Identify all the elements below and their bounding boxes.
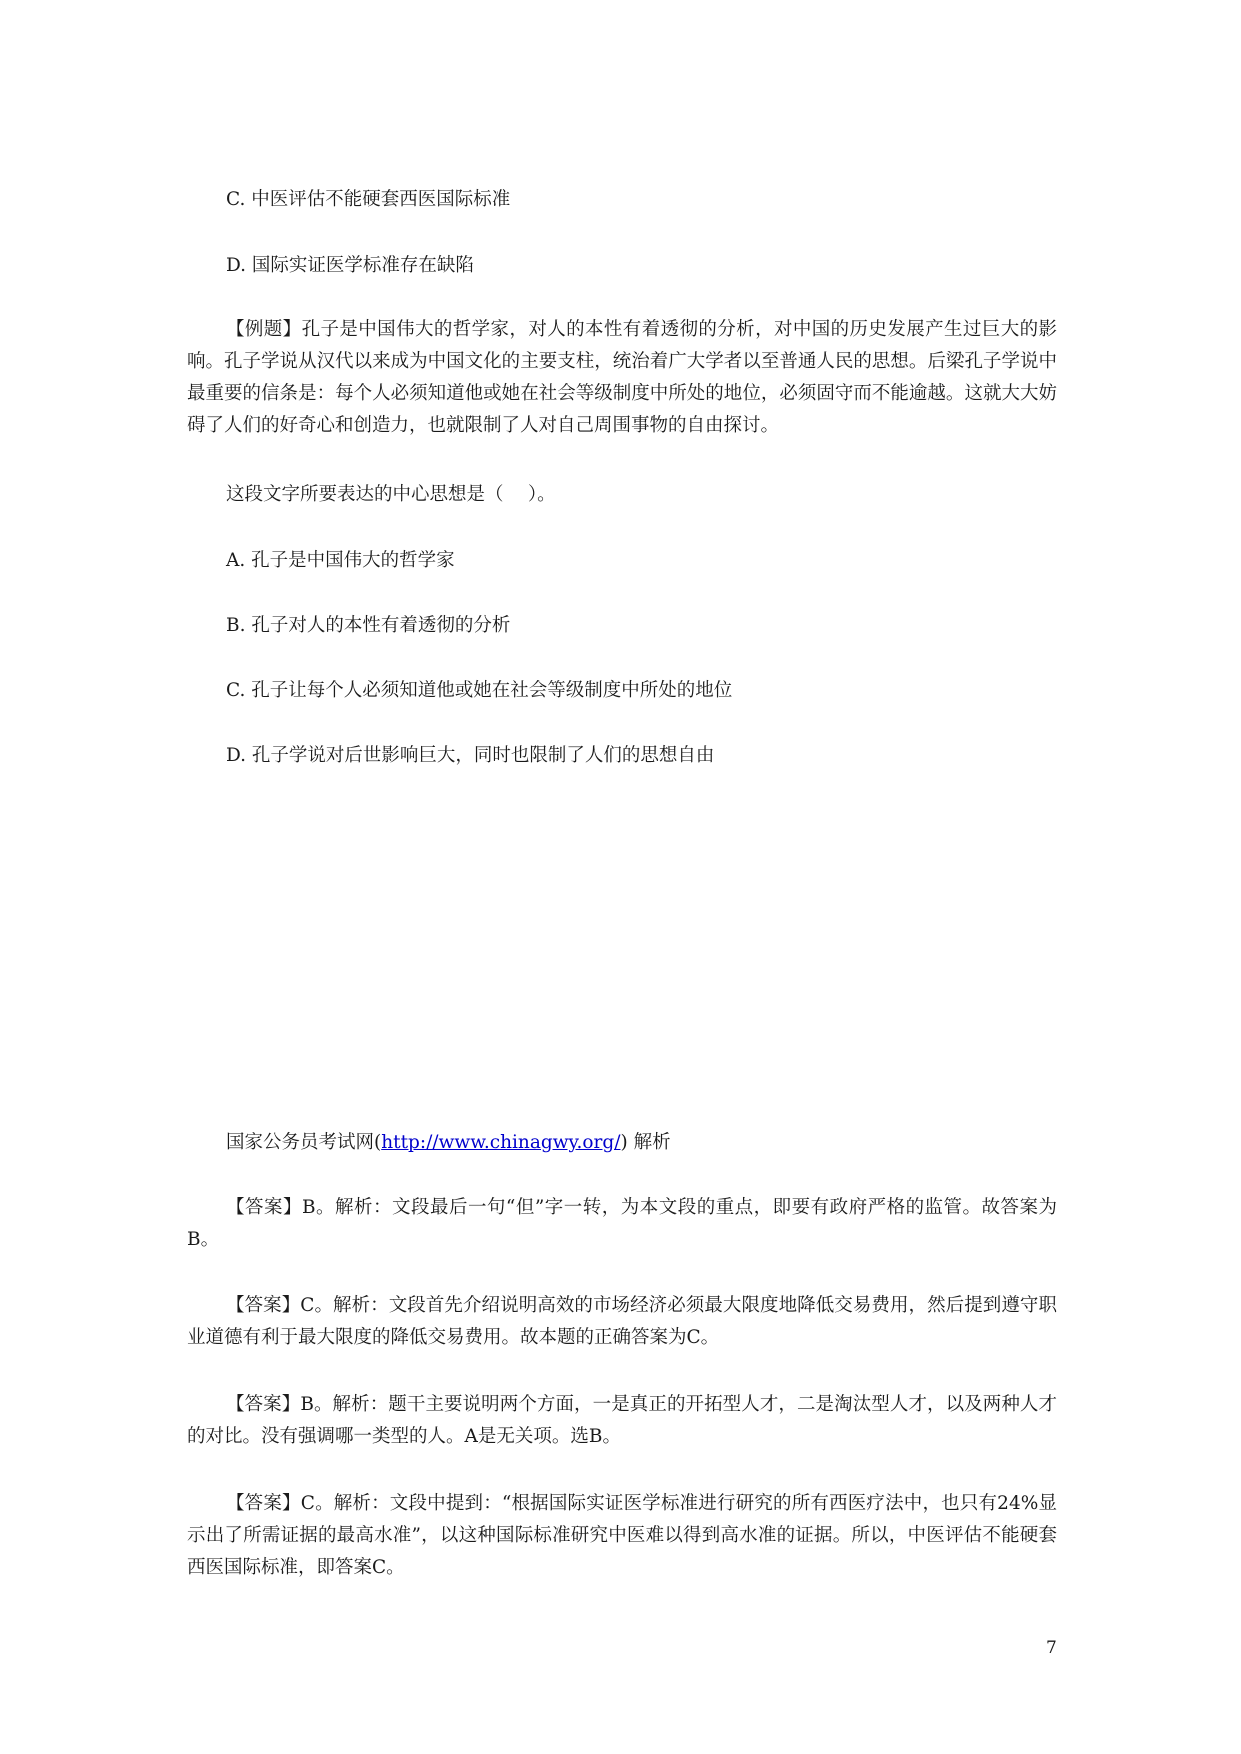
answer-tag: 【答案】 (226, 1394, 301, 1415)
example-text: 孔子是中国伟大的哲学家，对人的本性有着透彻的分析，对中国的历史发展产生过巨大的影响。孔子学说从汉代以来成为中国文化的主要支柱，统治着广大学者以至普通人民的思想。后梁孔子学说中最重要的信条是：每个人必须知道他或她在社会等级制度中所处的地位，必须固守而不能逾越。这就大大妨碍了人们的好奇心和创造力，也就限制了人对自己周围事物的自由探讨。 (187, 319, 1057, 436)
answer-paragraph-1 (187, 1192, 1057, 1256)
answer-tag: 【答案】 (226, 1493, 301, 1514)
source-line (226, 1127, 1096, 1159)
example-tag: 【例题】 (226, 319, 302, 340)
example-option-d: D. 孔子学说对后世影响巨大，同时也限制了人们的思想自由 (226, 745, 715, 766)
option-d-top: D. 国际实证医学标准存在缺陷 (226, 255, 474, 276)
example-question: 这段文字所要表达的中心思想是（ ）。 (226, 484, 556, 505)
answer-text: C。解析：文段首先介绍说明高效的市场经济必须最大限度地降低交易费用，然后提到遵守职业道德有利于最大限度的降低交易费用。故本题的正确答案为C。 (187, 1295, 1057, 1348)
example-paragraph (187, 314, 1057, 442)
answer-tag: 【答案】 (226, 1295, 301, 1316)
answer-tag: 【答案】 (226, 1197, 302, 1218)
example-option-c: C. 孔子让每个人必须知道他或她在社会等级制度中所处的地位 (226, 680, 733, 701)
answer-text: B。解析：文段最后一句“但”字一转，为本文段的重点，即要有政府严格的监管。故答案为B。 (187, 1197, 1057, 1250)
source-suffix: ) 解析 (620, 1132, 671, 1153)
option-c-top: C. 中医评估不能硬套西医国际标准 (226, 189, 511, 210)
example-option-b: B. 孔子对人的本性有着透彻的分析 (226, 615, 511, 636)
answer-paragraph-2 (187, 1290, 1057, 1354)
page-number: 7 (1046, 1638, 1057, 1658)
source-link[interactable]: http://www.chinagwy.org/ (381, 1132, 621, 1153)
source-prefix: 国家公务员考试网( (226, 1132, 382, 1153)
answer-paragraph-3 (187, 1389, 1057, 1453)
answer-paragraph-4 (187, 1488, 1057, 1584)
answer-text: B。解析：题干主要说明两个方面，一是真正的开拓型人才，二是淘汰型人才，以及两种人才的对比。没有强调哪一类型的人。A是无关项。选B。 (187, 1394, 1057, 1447)
example-option-a: A. 孔子是中国伟大的哲学家 (226, 550, 455, 571)
answer-text: C。解析：文段中提到：“根据国际实证医学标准进行研究的所有西医疗法中，也只有24%显示出了所需证据的最高水准”，以这种国际标准研究中医难以得到高水准的证据。所以，中医评估不能硬套西医国际标准，即答案C。 (187, 1493, 1057, 1578)
